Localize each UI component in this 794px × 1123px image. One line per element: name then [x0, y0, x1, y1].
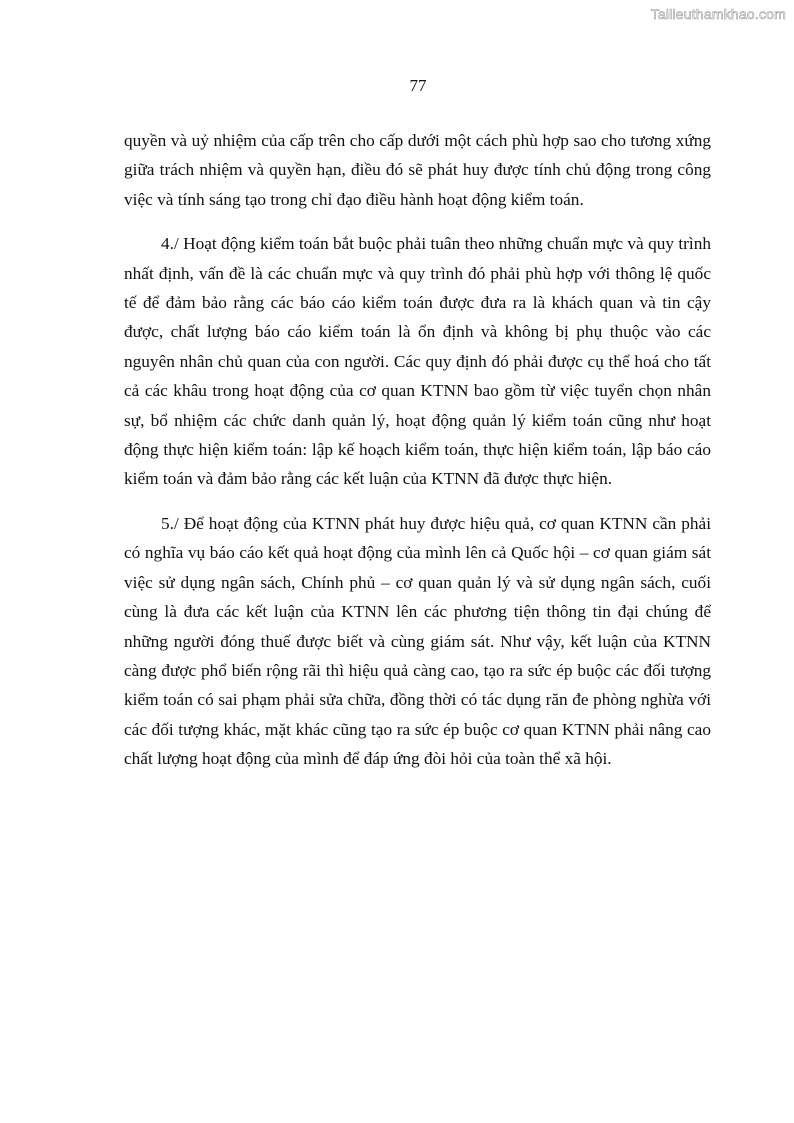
paragraph-item-5: 5./ Để hoạt động của KTNN phát huy được hiệu quả, cơ quan KTNN cần phải có nghĩa vụ báo cáo kết quả hoạt động của mình lên cả Quốc hội – cơ quan giám sát việc sử dụng ngân sách, Chính phủ – cơ quan quản lý và sử dụng ngân sách, cuối cùng là đưa các kết luận của KTNN lên các phương tiện thông tin đại chúng để những người đóng thuế được biết và cùng giám sát. Như vậy, kết luận của KTNN càng được phổ biến rộng rãi thì hiệu quả càng cao, tạo ra sức ép buộc các đối tượng kiểm toán có sai phạm phải sửa chữa, đồng thời có tác dụng răn đe phòng nghừa với các đối tượng khác, mặt khác cũng tạo ra sức ép buộc cơ quan KTNN phải nâng cao chất lượng hoạt động của mình để đáp ứng đòi hỏi của toàn thể xã hội. — [124, 513, 711, 769]
watermark-text: Tailieuthamkhao.com — [650, 6, 786, 22]
paragraph-continuation: quyền và uỷ nhiệm của cấp trên cho cấp dưới một cách phù hợp sao cho tương xứng giữa trách nhiệm và quyền hạn, điều đó sẽ phát huy được tính chủ động trong công việc và tính sáng tạo trong chỉ đạo điều hành hoạt động kiểm toán. — [124, 131, 711, 209]
page-number: 77 — [409, 76, 427, 95]
document-body — [124, 126, 711, 789]
paragraph-item-4: 4./ Hoạt động kiểm toán bắt buộc phải tuân theo những chuẩn mực và quy trình nhất định, vấn đề là các chuẩn mực và quy trình đó phải phù hợp với thông lệ quốc tế để đảm bảo rằng các báo cáo kiểm toán được đưa ra là khách quan và tin cậy được, chất lượng báo cáo kiểm toán là ổn định và không bị phụ thuộc vào các nguyên nhân chủ quan của con người. Các quy định đó phải được cụ thể hoá cho tất cả các khâu trong hoạt động của cơ quan KTNN bao gồm từ việc tuyển chọn nhân sự, bổ nhiệm các chức danh quản lý, hoạt động quản lý kiểm toán cũng như hoạt động thực hiện kiểm toán: lập kế hoạch kiểm toán, thực hiện kiểm toán, lập báo cáo kiểm toán và đảm bảo rằng các kết luận của KTNN đã được thực hiện. — [124, 234, 711, 489]
